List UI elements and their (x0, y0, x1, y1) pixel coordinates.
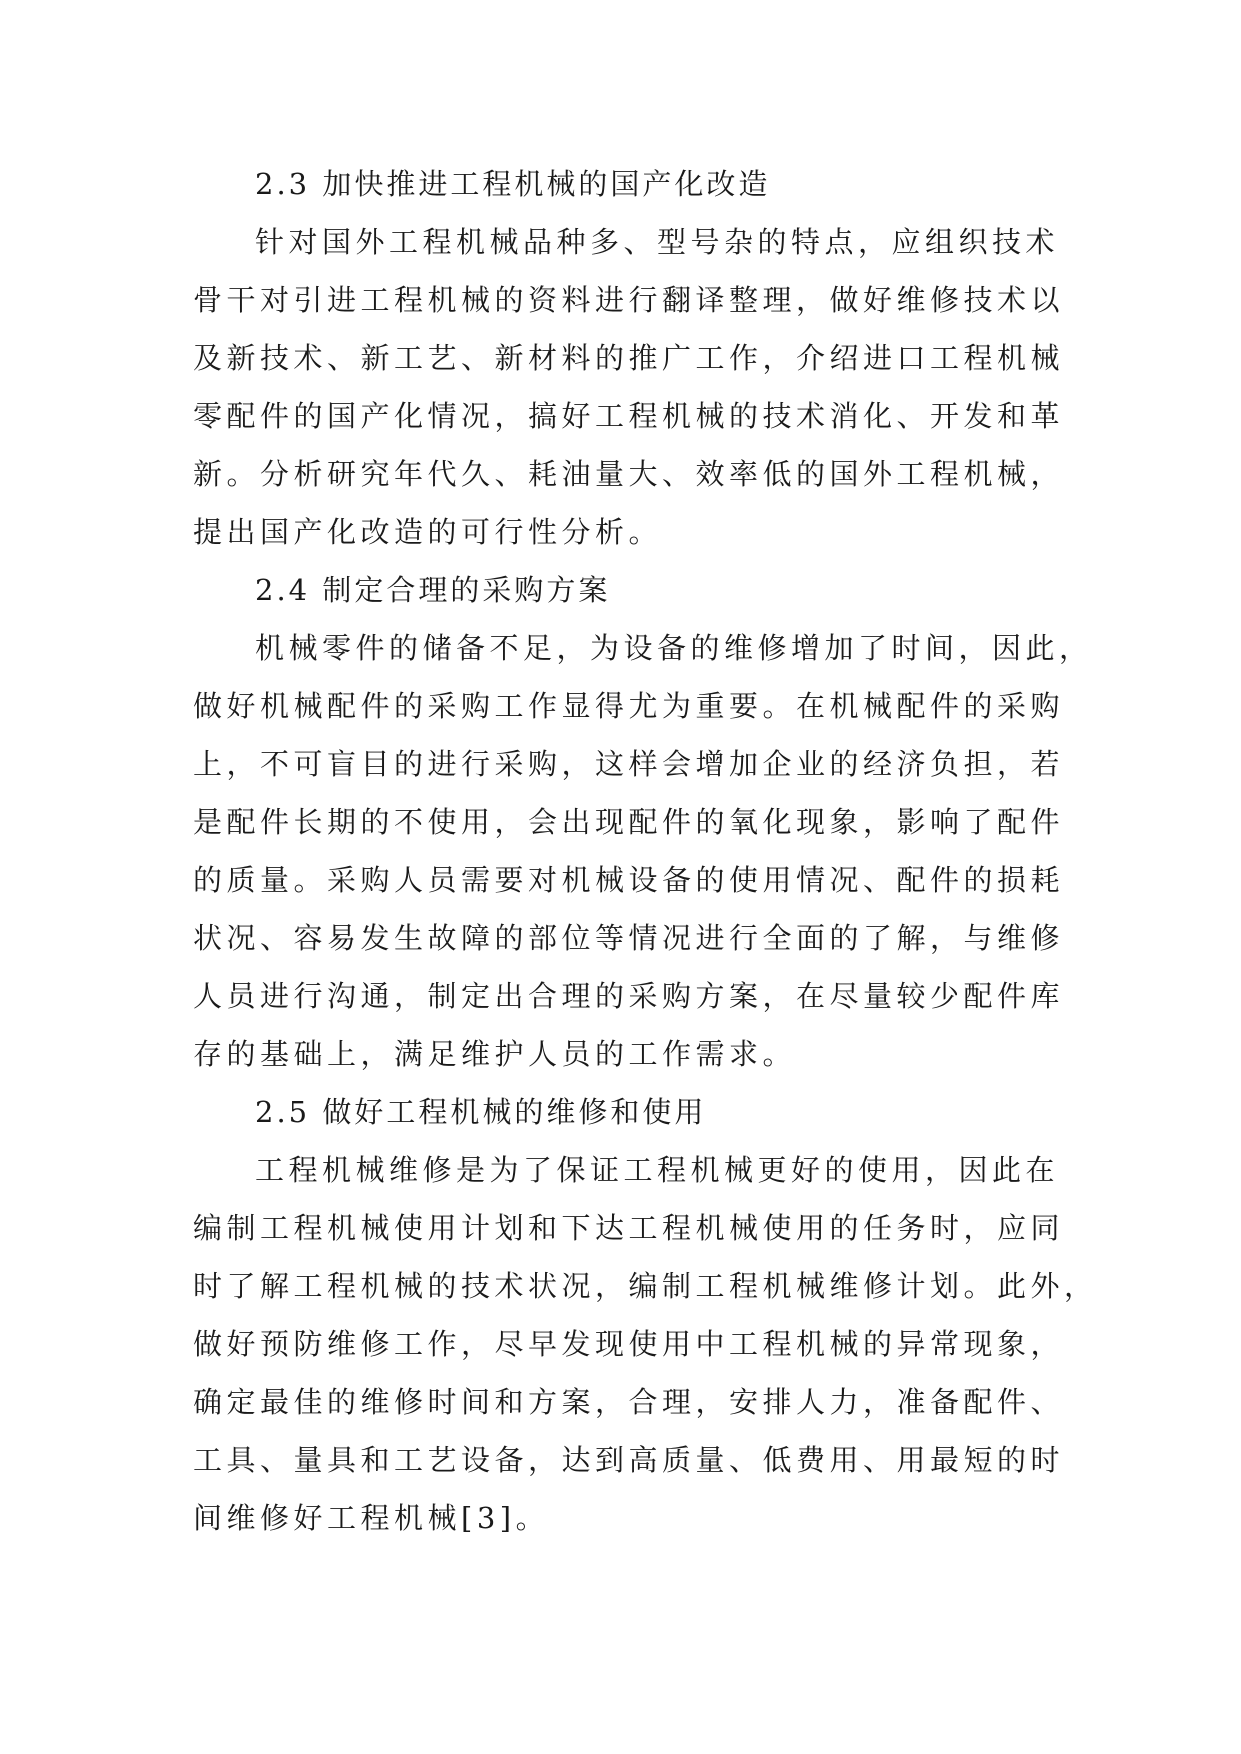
paragraph-line: 做好预防维修工作，尽早发现使用中工程机械的异常现象， (193, 1327, 1065, 1361)
paragraph-line: 提出国产化改造的可行性分析。 (193, 515, 663, 549)
paragraph-line: 工具、量具和工艺设备，达到高质量、低费用、用最短的时 (193, 1443, 1065, 1477)
section-heading-2-3: 2.3 加快推进工程机械的国产化改造 (255, 167, 771, 201)
paragraph-line: 时了解工程机械的技术状况，编制工程机械维修计划。此外， (193, 1269, 1098, 1303)
paragraph-line: 间维修好工程机械[3]。 (193, 1501, 550, 1535)
paragraph-line: 人员进行沟通，制定出合理的采购方案，在尽量较少配件库 (193, 979, 1065, 1013)
paragraph-line: 上，不可盲目的进行采购，这样会增加企业的经济负担，若 (193, 747, 1065, 781)
paragraph-line: 针对国外工程机械品种多、型号杂的特点，应组织技术 (255, 225, 1060, 259)
paragraph-line: 做好机械配件的采购工作显得尤为重要。在机械配件的采购 (193, 689, 1065, 723)
paragraph-line: 状况、容易发生故障的部位等情况进行全面的了解，与维修 (193, 921, 1065, 955)
section-heading-2-5: 2.5 做好工程机械的维修和使用 (255, 1095, 707, 1129)
paragraph-line: 新。分析研究年代久、耗油量大、效率低的国外工程机械， (193, 457, 1065, 491)
paragraph-line: 及新技术、新工艺、新材料的推广工作，介绍进口工程机械 (193, 341, 1065, 375)
document-body (193, 155, 1098, 1547)
paragraph-line: 骨干对引进工程机械的资料进行翻译整理，做好维修技术以 (193, 283, 1065, 317)
paragraph-line: 编制工程机械使用计划和下达工程机械使用的任务时，应同 (193, 1211, 1065, 1245)
paragraph-line: 工程机械维修是为了保证工程机械更好的使用，因此在 (255, 1153, 1060, 1187)
paragraph-line: 确定最佳的维修时间和方案，合理，安排人力，准备配件、 (193, 1385, 1065, 1419)
paragraph-line: 是配件长期的不使用，会出现配件的氧化现象，影响了配件 (193, 805, 1065, 839)
paragraph-line: 的质量。采购人员需要对机械设备的使用情况、配件的损耗 (193, 863, 1065, 897)
section-heading-2-4: 2.4 制定合理的采购方案 (255, 573, 611, 607)
paragraph-line: 机械零件的储备不足，为设备的维修增加了时间，因此， (255, 631, 1093, 665)
paragraph-line: 零配件的国产化情况，搞好工程机械的技术消化、开发和革 (193, 399, 1065, 433)
paragraph-line: 存的基础上，满足维护人员的工作需求。 (193, 1037, 797, 1071)
